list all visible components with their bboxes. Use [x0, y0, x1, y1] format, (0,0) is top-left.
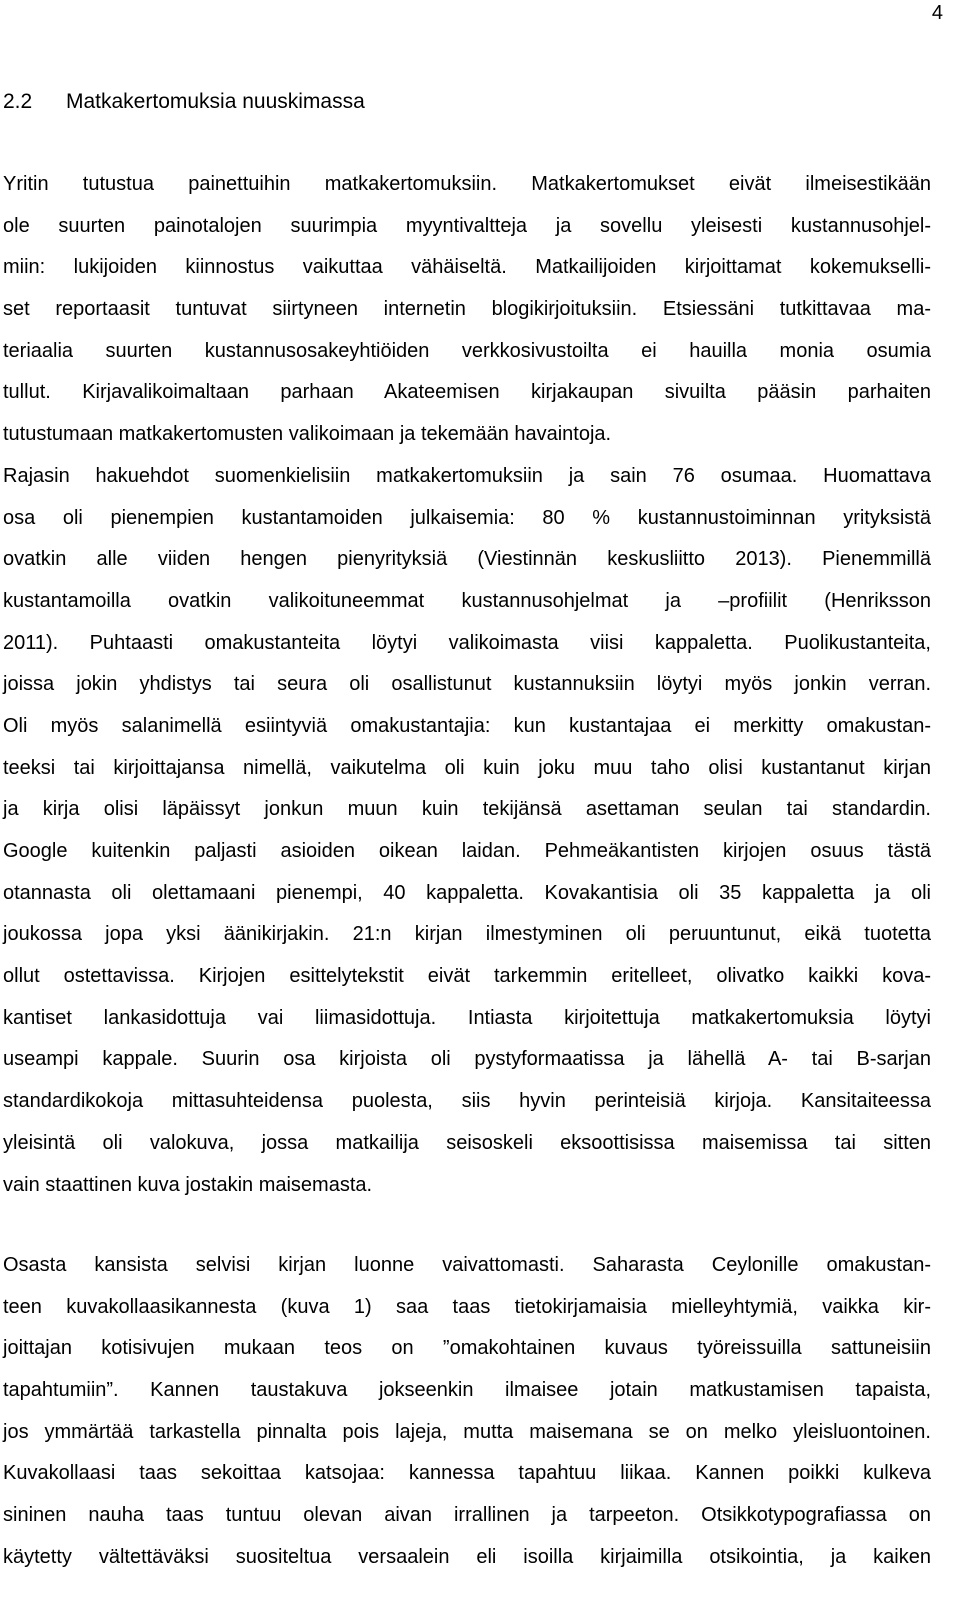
text-line: Oli myös salanimellä esiintyviä omakustantajia: kun kustantajaa ei merkitty omakustan-	[3, 714, 931, 737]
text-line: sininen nauha taas tuntuu olevan aivan irrallinen ja tarpeeton. Otsikkotypografiassa on	[3, 1504, 931, 1527]
text-line: Osasta kansista selvisi kirjan luonne vaivattomasti. Saharasta Ceylonille omakustan-	[3, 1254, 931, 1276]
text-line: ole suurten painotalojen suurimpia myyntivaltteja ja sovellu yleisesti kustannusohjel-	[3, 214, 931, 237]
text-line: Yritin tutustua painettuihin matkakertomuksiin. Matkakertomukset eivät ilmeisestikään	[3, 173, 931, 195]
text-line: joissa jokin yhdistys tai seura oli osallistunut kustannuksiin löytyi myös jonkin verran.	[3, 673, 931, 696]
text-line: tapahtumiin”. Kannen taustakuva jokseenkin ilmaisee jotain matkustamisen tapaista,	[3, 1379, 931, 1402]
body-paragraph-1	[3, 164, 931, 1206]
text-line: vain staattinen kuva jostakin maisemasta.	[3, 1173, 373, 1196]
text-line: ovatkin alle viiden hengen pienyrityksiä (Viestinnän keskusliitto 2013). Pienemmillä	[3, 548, 931, 571]
text-line: ollut ostettavissa. Kirjojen esittelytekstit eivät tarkemmin eritelleet, olivatko kaikki kova-	[3, 965, 931, 988]
text-line: osa oli pienempien kustantamoiden julkaisemia: 80 % kustannustoiminnan yrityksistä	[3, 506, 931, 529]
section-number: 2.2	[3, 90, 33, 113]
text-line: teeksi tai kirjoittajansa nimellä, vaikutelma oli kuin joku muu taho olisi kustantanut kirjan	[3, 756, 931, 779]
text-line: otannasta oli olettamaani pienempi, 40 kappaletta. Kovakantisia oli 35 kappaletta ja oli	[3, 881, 931, 904]
text-line: teen kuvakollaasikannesta (kuva 1) saa taas tietokirjamaisia mielleyhtymiä, vaikka kir-	[3, 1295, 931, 1318]
page-number: 4	[931, 2, 943, 24]
text-line: kantiset lankasidottuja vai liimasidottuja. Intiasta kirjoitettuja matkakertomuksia löytyi	[3, 1006, 931, 1029]
text-line: miin: lukijoiden kiinnostus vaikuttaa vähäiseltä. Matkailijoiden kirjoittamat kokemukselli-	[3, 256, 931, 279]
section-heading	[3, 90, 365, 114]
text-line: tullut. Kirjavalikoimaltaan parhaan Akateemisen kirjakaupan sivuilta pääsin parhaiten	[3, 381, 931, 404]
text-line: ja kirja olisi läpäissyt jonkun muun kuin tekijänsä asettaman seulan tai standardin.	[3, 798, 931, 821]
text-line: standardikokoja mittasuhteidensa puolesta, siis hyvin perinteisiä kirjoja. Kansitaiteessa	[3, 1090, 931, 1113]
text-line: yleisintä oli valokuva, jossa matkailija seisoskeli eksoottisissa maisemissa tai sitten	[3, 1131, 931, 1154]
text-line: käytetty vältettäväksi suositeltua versaalein eli isoilla kirjaimilla otsikointia, ja kaiken	[3, 1545, 931, 1568]
text-line: Rajasin hakuehdot suomenkielisiin matkakertomuksiin ja sain 76 osumaa. Huomattava	[3, 464, 931, 487]
text-line: set reportaasit tuntuvat siirtyneen internetin blogikirjoituksiin. Etsiessäni tutkittavaa ma-	[3, 298, 931, 321]
text-line: joittajan kotisivujen mukaan teos on ”omakohtainen kuvaus työreissuilla sattuneisiin	[3, 1337, 931, 1360]
text-line: Google kuitenkin paljasti asioiden oikean laidan. Pehmeäkantisten kirjojen osuus tästä	[3, 840, 931, 862]
text-line: 2011). Puhtaasti omakustanteita löytyi valikoimasta viisi kappaletta. Puolikustanteita,	[3, 631, 931, 654]
text-line: useampi kappale. Suurin osa kirjoista oli pystyformaatissa ja lähellä A- tai B-sarjan	[3, 1048, 931, 1071]
body-paragraph-2	[3, 1245, 931, 1579]
text-line: teriaalia suurten kustannusosakeyhtiöiden verkkosivustoilta ei hauilla monia osumia	[3, 339, 931, 362]
text-line: tutustumaan matkakertomusten valikoimaan ja tekemään havaintoja.	[3, 423, 612, 446]
text-line: joukossa jopa yksi äänikirjakin. 21:n kirjan ilmestyminen oli peruuntunut, eikä tuotetta	[3, 923, 931, 946]
text-line: kustantamoilla ovatkin valikoituneemmat kustannusohjelmat ja –profiilit (Henriksson	[3, 589, 931, 612]
text-line: jos ymmärtää tarkastella pinnalta pois lajeja, mutta maisemana se on melko yleisluontoinen.	[3, 1420, 931, 1443]
section-title: Matkakertomuksia nuuskimassa	[66, 90, 365, 113]
text-line: Kuvakollaasi taas sekoittaa katsojaa: kannessa tapahtuu liikaa. Kannen poikki kulkeva	[3, 1462, 931, 1485]
